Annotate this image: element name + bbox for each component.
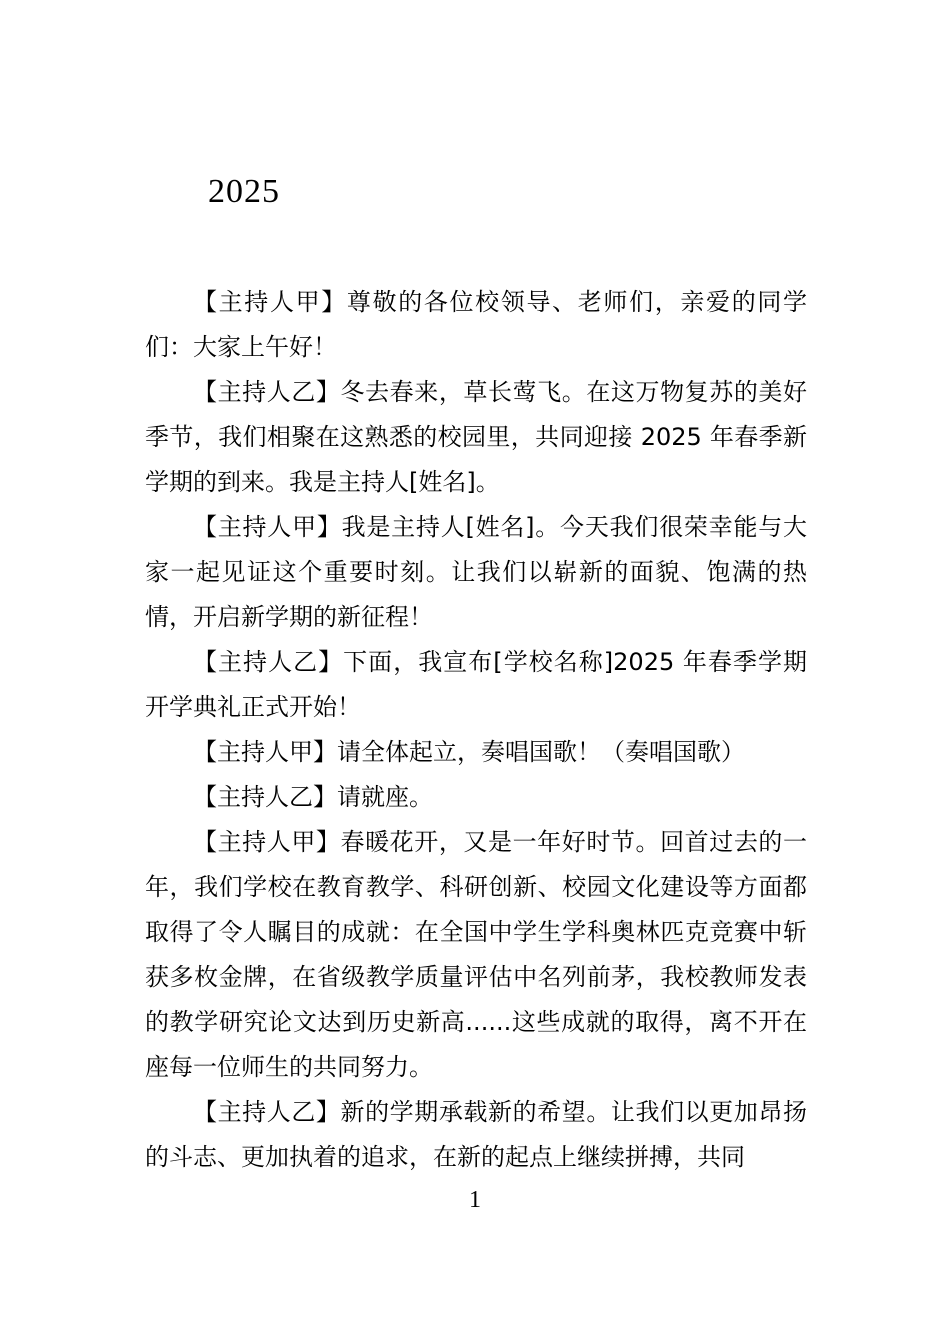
document-body: [145, 280, 807, 1180]
paragraph-host-a-greeting: 【主持人甲】尊敬的各位校领导、老师们，亲爱的同学们：大家上午好！: [145, 288, 807, 361]
document-title: 2025: [208, 173, 280, 210]
paragraph-host-b-sit: 【主持人乙】请就座。: [193, 783, 433, 811]
page-number: 1: [469, 1187, 481, 1213]
paragraph-host-a-review: 【主持人甲】春暖花开，又是一年好时节。回首过去的一年，我们学校在教育教学、科研创新、校园文化建设等方面都取得了令人瞩目的成就：在全国中学生学科奥林匹克竞赛中斩获多枚金牌，在省级教学质量评估中名列前茅，我校教师发表的教学研究论文达到历史新高......这些成就的取得，离不开在座每一位师生的共同努力。: [145, 828, 807, 1081]
paragraph-host-a-intro: 【主持人甲】我是主持人[姓名]。今天我们很荣幸能与大家一起见证这个重要时刻。让我们以崭新的面貌、饱满的热情，开启新学期的新征程！: [145, 513, 807, 631]
paragraph-host-b-announce: 【主持人乙】下面，我宣布[学校名称]2025 年春季学期开学典礼正式开始！: [145, 648, 807, 721]
paragraph-host-a-anthem: 【主持人甲】请全体起立，奏唱国歌！（奏唱国歌）: [193, 738, 745, 766]
paragraph-host-b-hope: 【主持人乙】新的学期承载新的希望。让我们以更加昂扬的斗志、更加执着的追求，在新的起点上继续拼搏，共同: [145, 1098, 807, 1171]
paragraph-host-b-intro: 【主持人乙】冬去春来，草长莺飞。在这万物复苏的美好季节，我们相聚在这熟悉的校园里，共同迎接 2025 年春季新学期的到来。我是主持人[姓名]。: [145, 378, 807, 496]
